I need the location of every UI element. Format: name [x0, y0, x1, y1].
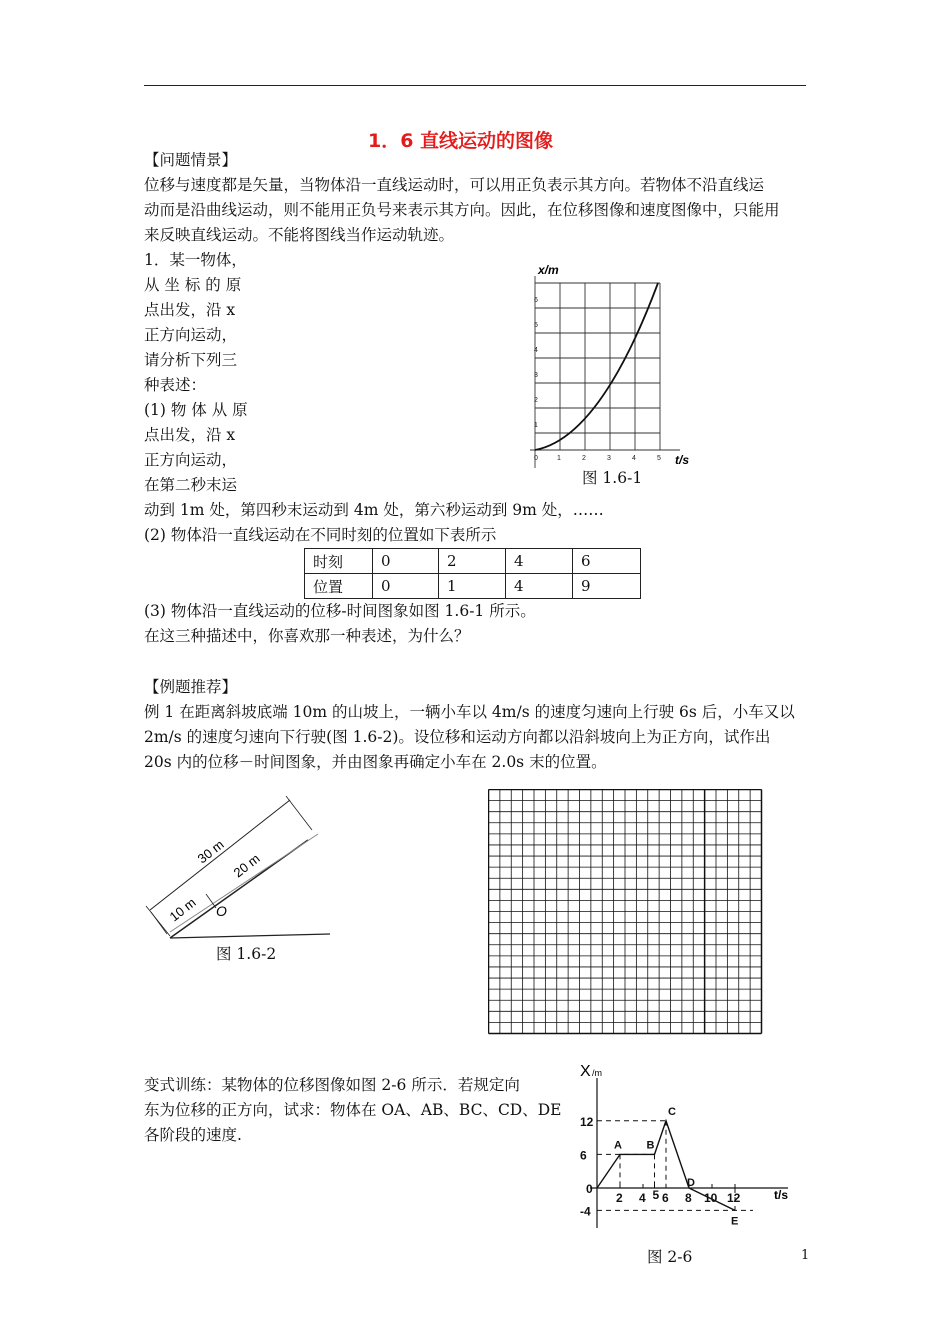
intro-line-2: 动而是沿曲线运动，则不能用正负号来表示其方向。因此，在位移图像和速度图像中，只能用 [144, 201, 780, 219]
fig1-ytick: 5 [534, 322, 538, 329]
fig1-caption: 图 1.6-1 [582, 469, 643, 487]
fig3-ytick: 12 [580, 1114, 594, 1129]
table-cell: 6 [573, 549, 641, 574]
fig1-ytick: 1 [534, 422, 538, 429]
fig1-xtick: 3 [607, 455, 611, 462]
q1-line: (1) 物 体 从 原 [144, 401, 248, 419]
figure-1-6-2-slope [140, 790, 340, 940]
example-line-1: 例 1 在距离斜坡底端 10m 的山坡上，一辆小车以 4m/s 的速度匀速向上行驶 6s 后，小车又以 [144, 703, 795, 721]
fig1-xtick: 5 [657, 455, 661, 462]
intro-line-3: 来反映直线运动。不能将图线当作运动轨迹。 [144, 226, 455, 244]
section-heading-example: 【例题推荐】 [144, 678, 238, 696]
table-cell: 0 [373, 574, 439, 599]
fig3-xtick: 6 [662, 1191, 669, 1205]
position-table [304, 548, 641, 599]
example-line-3: 20s 内的位移－时间图象，并由图象再确定小车在 2.0s 末的位置。 [144, 753, 607, 771]
fig1-ytick: 4 [534, 347, 538, 354]
q1-line: 种表述： [144, 376, 207, 394]
q1-line: 点出发，沿 x [144, 426, 236, 444]
table-row [305, 549, 641, 574]
fig1-xtick: 1 [557, 455, 561, 462]
table-cell: 4 [506, 549, 573, 574]
fig3-ylabel: X [580, 1063, 591, 1080]
table-cell: 1 [439, 574, 506, 599]
variant-line-2: 东为位移的正方向，试求：物体在 OA、AB、BC、CD、DE [144, 1101, 562, 1119]
fig2-label-20m: 20 m [230, 850, 263, 881]
section-heading-problem: 【问题情景】 [144, 151, 238, 169]
figure-2-6 [570, 1060, 810, 1240]
table-cell: 时刻 [305, 549, 373, 574]
q1-line: 请分析下列三 [144, 351, 238, 369]
q1-line: 1．某一物体， [144, 251, 247, 269]
table-cell: 4 [506, 574, 573, 599]
fig3-caption: 图 2-6 [647, 1248, 693, 1266]
fig3-xtick: 12 [727, 1191, 741, 1205]
fig1-xtick: 4 [632, 455, 636, 462]
header-rule [144, 85, 806, 86]
fig1-xlabel: t/s [675, 453, 690, 467]
fig3-xtick: 5 [652, 1188, 660, 1202]
fig1-ytick: 2 [534, 397, 538, 404]
q1-continuation: 动到 1m 处，第四秒末运动到 4m 处，第六秒运动到 9m 处，…… [144, 501, 604, 519]
q1-line: 点出发，沿 x [144, 301, 236, 319]
table-cell: 0 [373, 549, 439, 574]
fig2-label-30m: 30 m [194, 836, 227, 867]
fig3-xtick: 4 [639, 1191, 646, 1205]
q1-line: 正方向运动， [144, 451, 238, 469]
question-text: 在这三种描述中，你喜欢那一种表述，为什么？ [144, 627, 470, 645]
fig1-ylabel: x/m [538, 263, 559, 277]
fig1-ytick: 6 [534, 297, 538, 304]
table-cell: 2 [439, 549, 506, 574]
fig1-xtick: 2 [582, 455, 586, 462]
q2-text: (2) 物体沿一直线运动在不同时刻的位置如下表所示 [144, 526, 497, 544]
variant-line-1: 变式训练：某物体的位移图像如图 2-6 所示．若规定向 [144, 1076, 520, 1094]
answer-grid [488, 789, 763, 1035]
table-cell: 9 [573, 574, 641, 599]
fig1-xtick: 0 [534, 455, 538, 462]
example-line-2: 2m/s 的速度匀速向下行驶(图 1.6-2)。设位移和运动方向都以沿斜坡向上为正方向，试作出 [144, 728, 771, 746]
fig3-xtick: 8 [685, 1191, 692, 1205]
fig3-point-label: E [731, 1215, 739, 1228]
fig3-yunit: /m [592, 1068, 602, 1078]
fig3-ytick: 0 [586, 1182, 593, 1196]
fig3-xlabel: t/s [774, 1188, 789, 1202]
table-cell: 位置 [305, 574, 373, 599]
page-title: 1．6 直线运动的图像 [368, 130, 554, 152]
q1-line: 正方向运动， [144, 326, 238, 344]
q1-line: 在第二秒末运 [144, 476, 238, 494]
fig3-xtick: 10 [704, 1191, 718, 1205]
fig3-point-label: D [687, 1177, 695, 1189]
fig3-point-label: B [646, 1139, 655, 1152]
fig1-ytick: 3 [534, 372, 538, 379]
fig2-caption: 图 1.6-2 [216, 945, 277, 963]
q1-line: 从 坐 标 的 原 [144, 276, 242, 294]
table-row [305, 574, 641, 599]
figure-1-6-1 [520, 258, 700, 488]
fig3-xtick: 2 [616, 1191, 623, 1205]
page-number: 1 [801, 1248, 810, 1263]
fig2-label-10m: 10 m [166, 894, 199, 925]
fig3-ytick: -4 [580, 1204, 591, 1219]
fig3-ytick: 6 [580, 1148, 587, 1163]
fig2-label-origin: O [216, 903, 227, 919]
q3-text: (3) 物体沿一直线运动的位移-时间图象如图 1.6-1 所示。 [144, 602, 536, 620]
fig3-point-label: A [614, 1139, 622, 1152]
intro-line-1: 位移与速度都是矢量，当物体沿一直线运动时，可以用正负表示其方向。若物体不沿直线运 [144, 176, 765, 194]
variant-line-3: 各阶段的速度. [144, 1126, 242, 1144]
fig3-point-label: C [668, 1105, 676, 1118]
